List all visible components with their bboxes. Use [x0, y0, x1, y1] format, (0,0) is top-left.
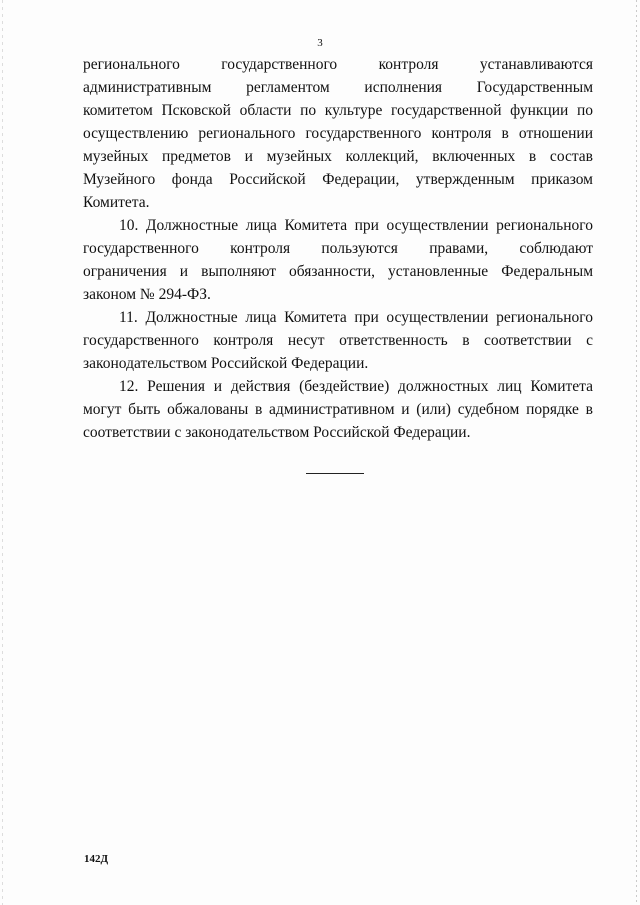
text-line: музейных предметов и музейных коллекций, включенных в состав: [83, 148, 593, 165]
page-number: 3: [317, 37, 323, 49]
scan-edge-left: [2, 0, 3, 905]
footer-code: 142Д: [84, 853, 109, 865]
text-line: комитетом Псковской области по культуре государственной функции по: [83, 102, 593, 119]
text-line: ограничения и выполняют обязанности, установленные Федеральным: [83, 263, 593, 280]
text-line: регионального государственного контроля устанавливаются: [83, 56, 593, 73]
text-line: могут быть обжалованы в административном и (или) судебном порядке в: [83, 401, 593, 418]
end-of-text-rule: [306, 473, 364, 474]
text-line: административным регламентом исполнения Государственным: [83, 79, 593, 96]
scan-edge-right: [636, 0, 637, 905]
text-line: 10. Должностные лица Комитета при осуществлении регионального: [119, 217, 593, 234]
paragraph-11: [83, 306, 593, 375]
text-line: 12. Решения и действия (бездействие) должностных лиц Комитета: [119, 378, 593, 395]
text-line: 11. Должностные лица Комитета при осуществлении регионального: [119, 309, 593, 326]
text-line: Музейного фонда Российской Федерации, утвержденным приказом: [83, 171, 593, 188]
paragraph-continuation: [83, 53, 593, 214]
text-line: осуществлению регионального государственного контроля в отношении: [83, 125, 593, 142]
text-line: государственного контроля несут ответственность в соответствии с: [83, 332, 593, 349]
text-line: Комитета.: [83, 194, 150, 211]
text-line: законодательством Российской Федерации.: [83, 355, 369, 372]
paragraph-12: [83, 375, 593, 444]
paragraph-10: [83, 214, 593, 306]
text-line: государственного контроля пользуются правами, соблюдают: [83, 240, 593, 257]
text-line: законом № 294-ФЗ.: [83, 286, 211, 303]
document-body: [83, 53, 593, 444]
text-line: соответствии с законодательством Российской Федерации.: [83, 424, 471, 441]
